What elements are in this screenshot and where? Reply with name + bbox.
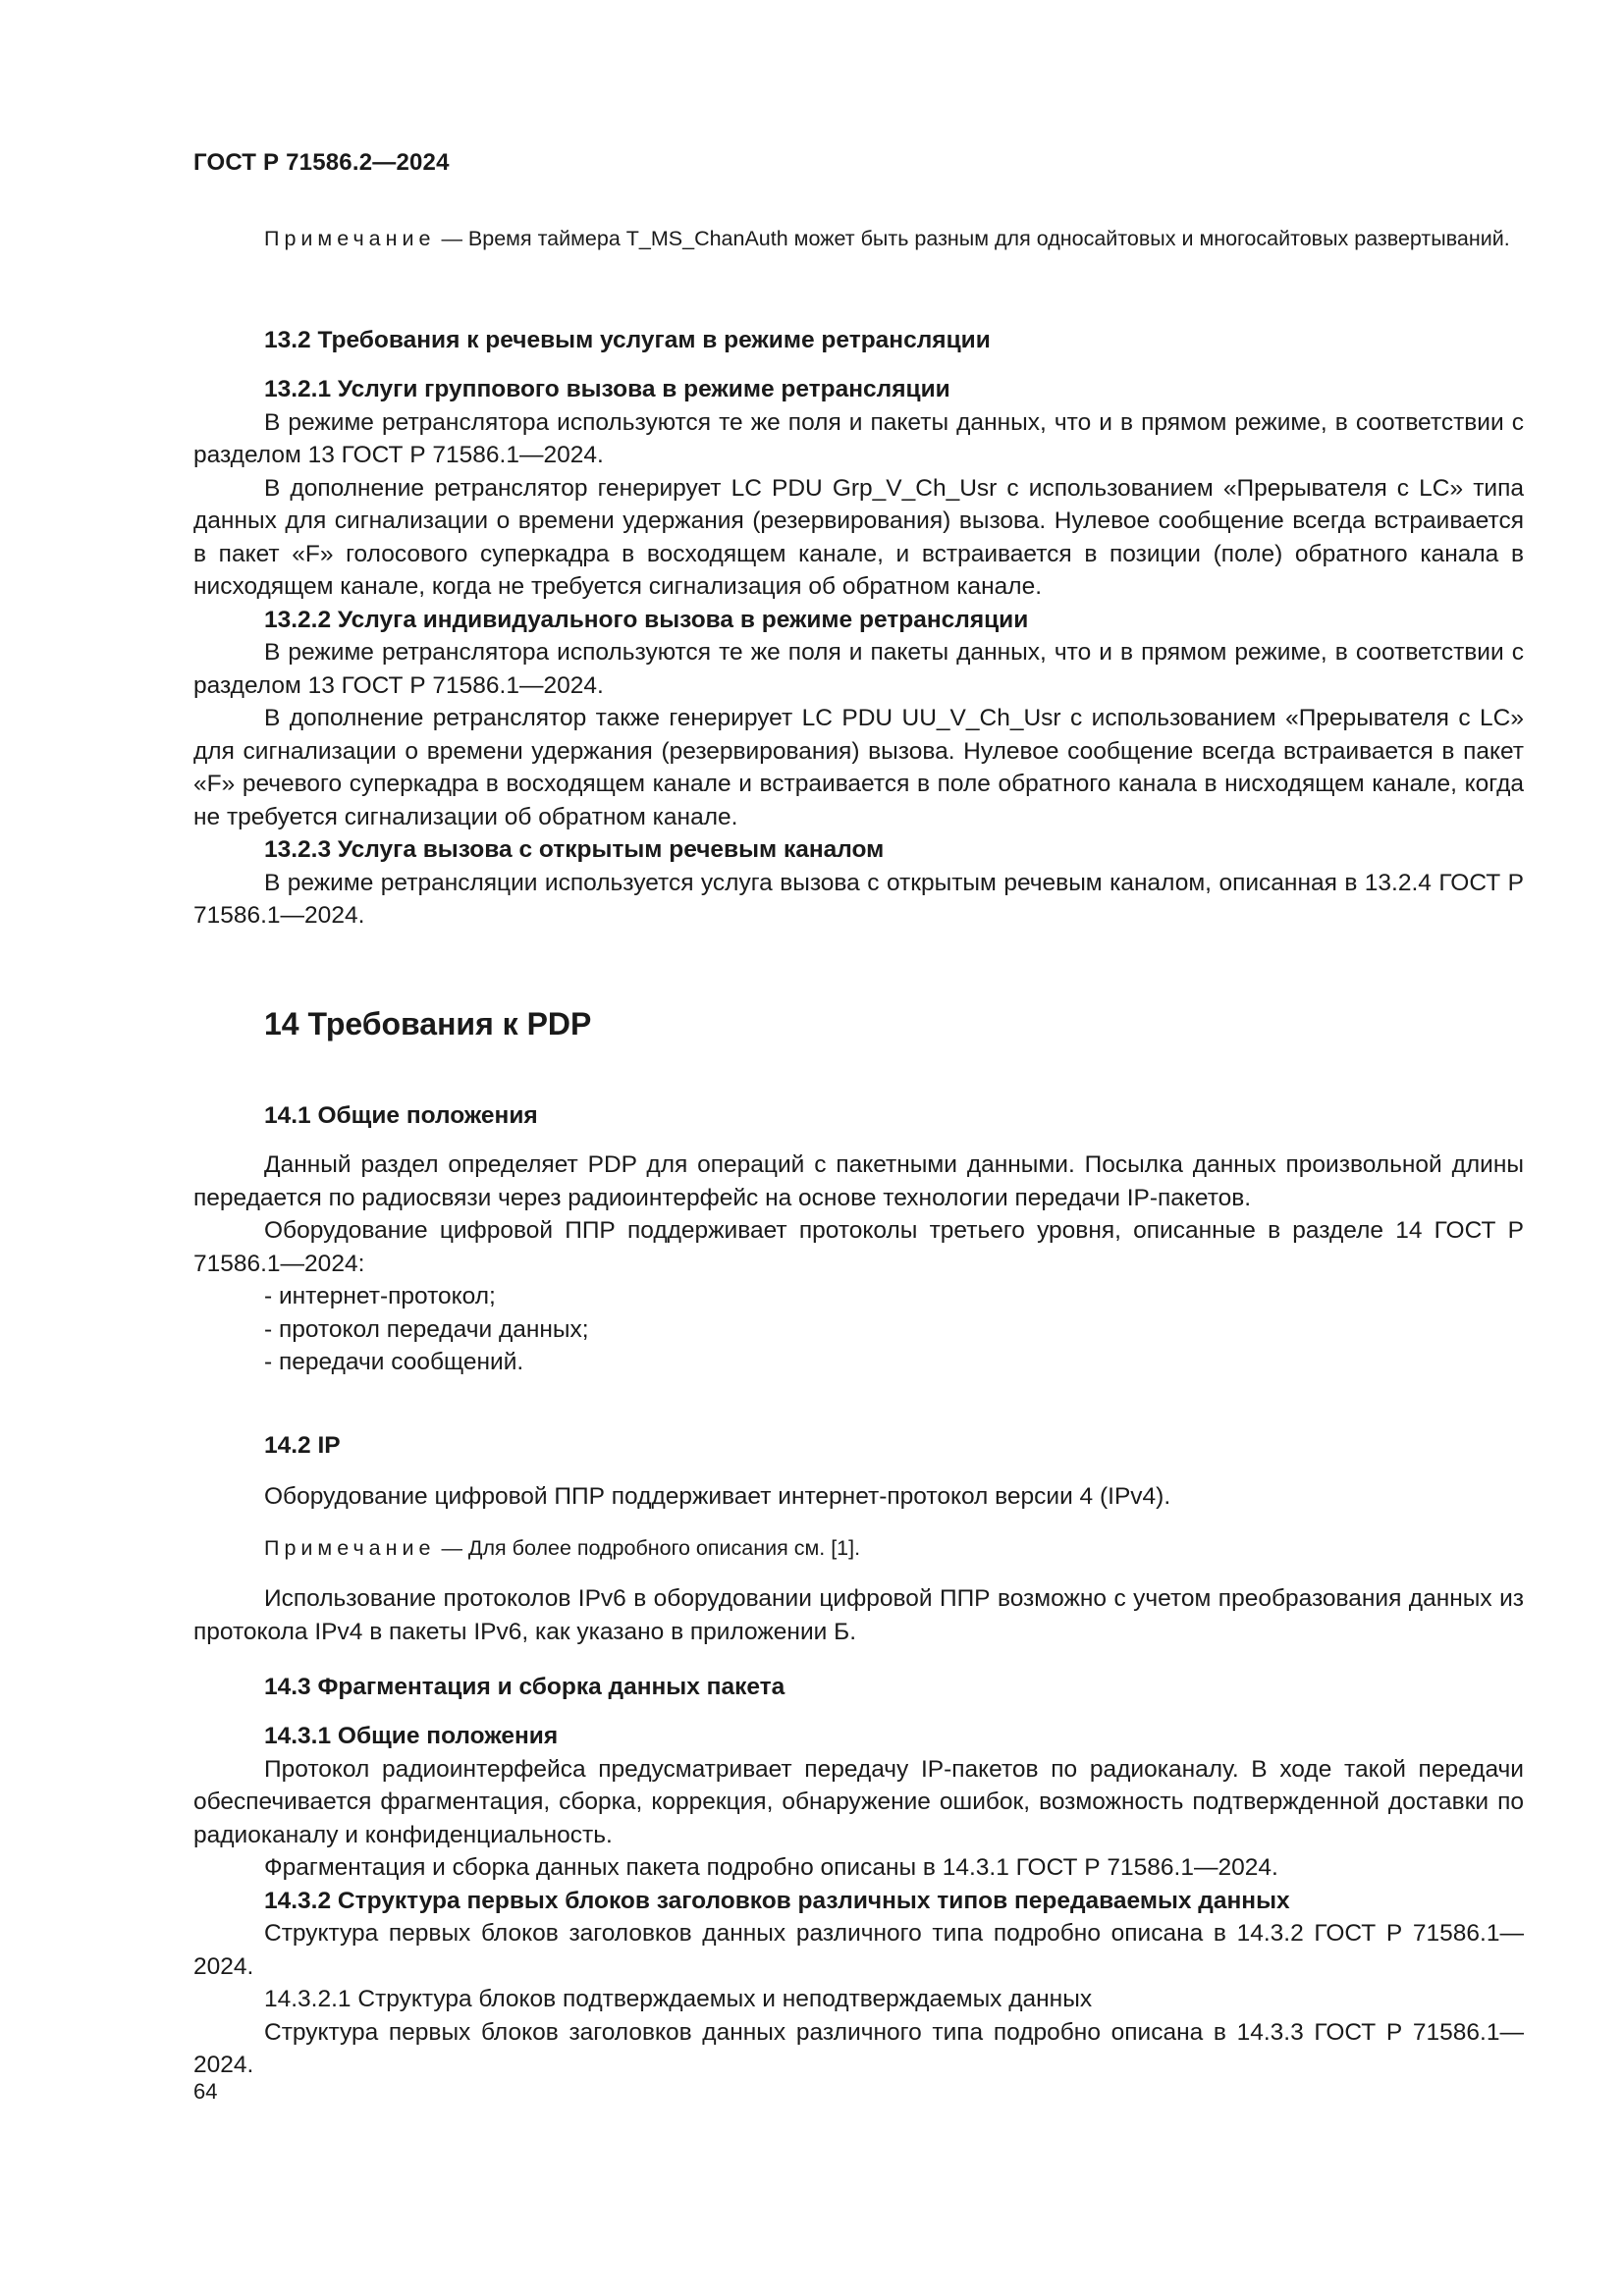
- note-ipv4: Примечание — Для более подробного описания см. [1].: [264, 1536, 861, 1560]
- section-14-3-body: [193, 1720, 1524, 2082]
- paragraph: В режиме ретранслятора используются те же поля и пакеты данных, что и в прямом режиме, в соответствии с разделом 13 ГОСТ Р 71586.1—2024.: [193, 639, 1524, 699]
- paragraph: В режиме ретранслятора используются те же поля и пакеты данных, что и в прямом режиме, в соответствии с разделом 13 ГОСТ Р 71586.1—2024.: [193, 408, 1524, 468]
- paragraph: Оборудование цифровой ППР поддерживает протоколы третьего уровня, описанные в разделе 14 ГОСТ Р 71586.1—2024:: [193, 1217, 1524, 1277]
- heading-14: 14 Требования к PDP: [264, 1006, 592, 1041]
- section-14-2-ipv6: [193, 1582, 1524, 1648]
- list-item: - интернет-протокол;: [264, 1283, 496, 1309]
- paragraph: Структура первых блоков заголовков данных различного типа подробно описана в 14.3.3 ГОСТ Р 71586.1—2024.: [193, 2018, 1524, 2078]
- section-14-3: [193, 1671, 1524, 1704]
- paragraph: В дополнение ретранслятор генерирует LC PDU Grp_V_Ch_Usr с использованием «Прерывателя с LC» типа данных для сигнализации о времени удержания (резервирования) вызова. Нулевое сообщение всегда встраивается в пакет «F» голосового суперкадра в восходящем канале, и встраивается в позиции (поле) обратного канала в нисходящем канале, когда не требуется сигнализация об обратном канале.: [193, 474, 1524, 600]
- heading-13-2-2: 13.2.2 Услуга индивидуального вызова в режиме ретрансляции: [264, 606, 1029, 633]
- note-text: Для более подробного описания см. [1].: [467, 1536, 861, 1560]
- heading-13-2-1: 13.2.1 Услуги группового вызова в режиме ретрансляции: [264, 376, 950, 402]
- section-14-1: [193, 1099, 1524, 1133]
- paragraph: Использование протоколов IPv6 в оборудовании цифровой ППР возможно с учетом преобразования данных из протокола IPv4 в пакеты IPv6, как указано в приложении Б.: [193, 1585, 1524, 1645]
- note-text: Время таймера T_MS_ChanAuth может быть разным для односайтовых и многосайтовых развертываний.: [467, 227, 1510, 250]
- paragraph: Структура первых блоков заголовков данных различного типа подробно описана в 14.3.2 ГОСТ Р 71586.1—2024.: [193, 1920, 1524, 1980]
- paragraph: Данный раздел определяет PDP для операций с пакетными данными. Посылка данных произвольной длины передается по радиосвязи через радиоинтерфейс на основе технологии передачи IP-пакетов.: [193, 1151, 1524, 1211]
- heading-13-2-3: 13.2.3 Услуга вызова с открытым речевым каналом: [264, 836, 885, 863]
- heading-14-2: 14.2 IP: [264, 1432, 341, 1459]
- note-label: Примечание: [264, 1536, 436, 1560]
- heading-14-1: 14.1 Общие положения: [264, 1102, 538, 1129]
- section-14-1-body: [193, 1148, 1524, 1379]
- section-14-2-body: [193, 1480, 1524, 1514]
- paragraph: Фрагментация и сборка данных пакета подробно описаны в 14.3.1 ГОСТ Р 71586.1—2024.: [264, 1854, 1278, 1881]
- heading-14-3: 14.3 Фрагментация и сборка данных пакета: [264, 1674, 785, 1700]
- note-label: Примечание: [264, 227, 436, 250]
- section-14-2: [193, 1429, 1524, 1463]
- heading-14-3-1: 14.3.1 Общие положения: [264, 1723, 559, 1749]
- paragraph: В режиме ретрансляции используется услуга вызова с открытым речевым каналом, описанная в 13.2.4 ГОСТ Р 71586.1—2024.: [193, 869, 1524, 929]
- paragraph: Протокол радиоинтерфейса предусматривает передачу IP-пакетов по радиоканалу. В ходе такой передачи обеспечивается фрагментация, сборка, коррекция, обнаружение ошибок, возможность подтвержденной доставки по радиоканалу и конфиденциальность.: [193, 1755, 1524, 1848]
- paragraph: В дополнение ретранслятор также генерирует LC PDU UU_V_Ch_Usr с использованием «Прерывателя с LC» для сигнализации о времени удержания (резервирования) вызова. Нулевое сообщение всегда встраивается в пакет «F» речевого суперкадра в восходящем канале и встраивается в поле обратного канала в нисходящем канале, когда не требуется сигнализации об обратном канале.: [193, 705, 1524, 830]
- paragraph: Оборудование цифровой ППР поддерживает интернет-протокол версии 4 (IPv4).: [264, 1483, 1171, 1510]
- heading-14-3-2: 14.3.2 Структура первых блоков заголовков различных типов передаваемых данных: [264, 1887, 1290, 1914]
- section-13-2: [193, 324, 1524, 357]
- heading-13-2: 13.2 Требования к речевым услугам в режиме ретрансляции: [264, 327, 991, 353]
- list-item: - протокол передачи данных;: [264, 1315, 589, 1343]
- section-14: [193, 1008, 1524, 1041]
- subheading-14-3-2-1: 14.3.2.1 Структура блоков подтверждаемых и неподтверждаемых данных: [264, 1986, 1093, 2012]
- document-header: ГОСТ Р 71586.2—2024: [193, 149, 450, 176]
- page-number: 64: [193, 2079, 218, 2104]
- section-13-2-1: [193, 373, 1524, 933]
- note-timer: Примечание — Время таймера T_MS_ChanAuth может быть разным для односайтовых и многосайтовых развертываний.: [264, 227, 1510, 250]
- list-item: - передачи сообщений.: [264, 1349, 524, 1375]
